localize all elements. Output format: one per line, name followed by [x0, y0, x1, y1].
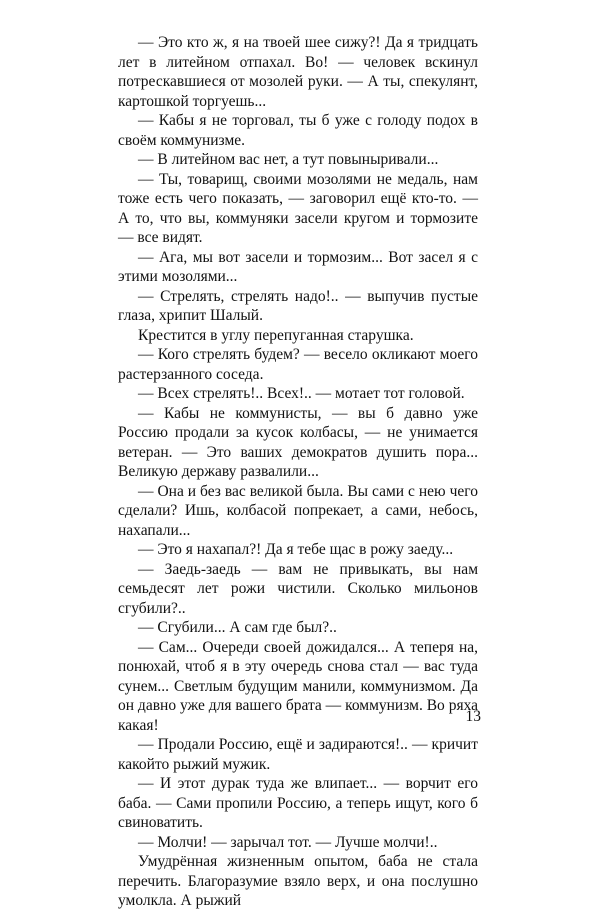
paragraph: — Кабы не коммунисты, — вы б давно уже Россию продали за кусок колбасы, — не унимается ветеран. — Это ваших демократов душить пора... Великую державу развалили...: [118, 404, 478, 480]
paragraph: — Ага, мы вот засели и тормозим... Вот засел я с этими мозолями...: [118, 248, 478, 285]
paragraph: — Это кто ж, я на твоей шее сижу?! Да я тридцать лет в литейном отпахал. Во! — человек вскинул потрескавшиеся от мозолей руки. — А ты, спекулянт, картошкой торгуешь...: [118, 34, 478, 110]
paragraph: — Сам... Очереди своей дожидался... А теперя на, понюхай, чтоб я в эту очередь снова стал — вас туда сунем... Светлым будущим манили, коммунизмом. Да он давно уже для вашего брата — коммунизм. Во ряха какая!: [118, 638, 478, 734]
paragraph: — Сгубили... А сам где был?..: [138, 619, 337, 636]
paragraph: Умудрённая жизненным опытом, баба не стала перечить. Благоразумие взяло верх, и она послушно умолкла. А рыжий: [118, 853, 478, 909]
page-number: 13: [465, 708, 481, 725]
paragraph: — Кого стрелять будем? — весело окликают моего растерзанного соседа.: [118, 346, 478, 383]
paragraph: — Продали Россию, ещё и задираются!.. — кричит какойто рыжий мужик.: [118, 736, 478, 773]
paragraph: — И этот дурак туда же влипает... — ворчит его баба. — Сами пропили Россию, а теперь ищут, кого б свиноватить.: [118, 775, 478, 831]
paragraph: — В литейном вас нет, а тут повыныривали...: [138, 151, 439, 168]
paragraph: — Это я нахапал?! Да я тебе щас в рожу заеду...: [138, 541, 454, 558]
paragraph: — Молчи! — зарычал тот. — Лучше молчи!..: [138, 833, 438, 851]
paragraph: — Кабы я не торговал, ты б уже с голоду подох в своём коммунизме.: [118, 112, 478, 149]
paragraph: — Всех стрелять!.. Всех!.. — мотает тот головой.: [138, 385, 465, 402]
paragraph: — Заедь-заедь — вам не привыкать, вы нам семьдесят лет рожи чистили. Сколько мильонов сгубили?..: [118, 560, 478, 617]
paragraph: — Стрелять, стрелять надо!.. — выпучив пустые глаза, хрипит Шалый.: [118, 287, 478, 324]
paragraph: — Ты, товарищ, своими мозолями не медаль, нам тоже есть чего показать, — заговорил ещё кто-то. — А то, что вы, коммуняки засели кругом и тормозите — все видят.: [118, 170, 478, 246]
page-text: [118, 33, 478, 911]
paragraph: Крестится в углу перепуганная старушка.: [138, 326, 414, 344]
paragraph: — Она и без вас великой была. Вы сами с нею чего сделали? Ишь, колбасой попрекает, а сами, небось, нахапали...: [118, 482, 478, 539]
